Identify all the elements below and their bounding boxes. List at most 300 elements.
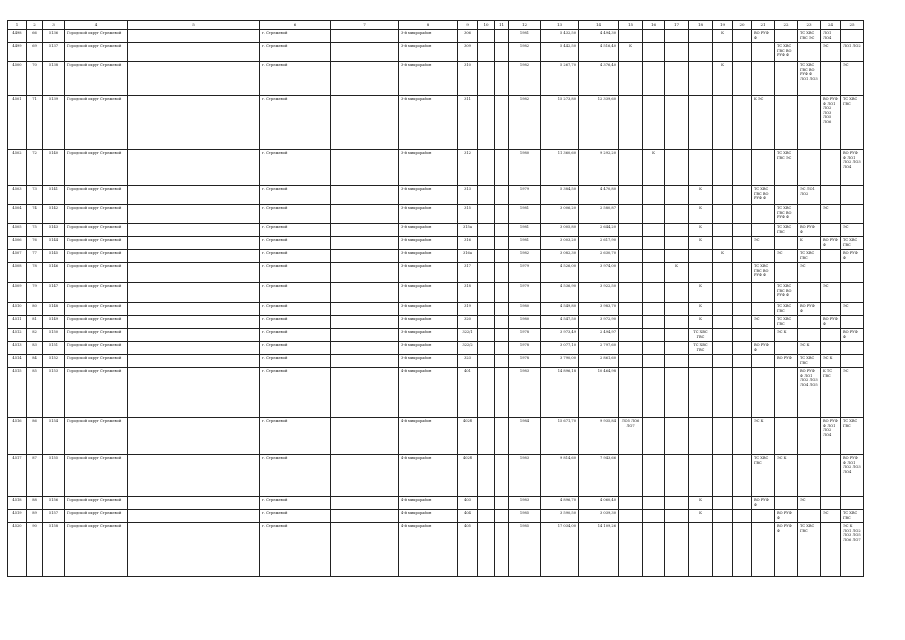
cell-col-20 [733,418,752,455]
cell-col-24: ЭС [821,205,841,224]
cell-col-7 [331,150,399,186]
cell-col-16 [643,523,665,577]
cell-col-4: Городской округ Стрежевой [65,224,128,237]
cell-col-5 [128,368,260,418]
cell-col-8: 4-й микрорайон [399,368,458,418]
cell-col-23: ТС ХВС ГВС [798,250,821,263]
cell-col-8: 3-й микрорайон [399,62,458,96]
cell-col-22: ТС ХВС ГВС [775,316,798,329]
cell-col-6: г. Стрежевой [260,62,331,96]
cell-col-8: 3-й микрорайон [399,150,458,186]
cell-col-12: 1981 [509,205,541,224]
table-row [8,418,864,455]
cell-col-17 [665,30,689,43]
cell-col-13: 3 973,49 [541,329,579,342]
cell-col-25: ЭС [841,368,864,418]
cell-col-16 [643,355,665,368]
cell-col-20 [733,150,752,186]
cell-col-22: ТС ХВС ГВС ВО РУФ Ф [775,43,798,62]
cell-col-4: Городской округ Стрежевой [65,342,128,355]
cell-col-11 [495,224,509,237]
cell-col-7 [331,455,399,497]
column-number-2: 2 [27,21,43,30]
cell-col-1: 4503 [8,186,27,205]
cell-col-12: 1982 [509,250,541,263]
cell-col-1: 4516 [8,418,27,455]
cell-col-9: 317 [458,263,478,283]
cell-col-4: Городской округ Стрежевой [65,418,128,455]
cell-col-23: ТС ХВС ГВС ВО РУФ Ф ЛО1 ЛО3 [798,62,821,96]
cell-col-8: 3-й микрорайон [399,263,458,283]
cell-col-2: 69 [27,43,43,62]
cell-col-17: К [665,263,689,283]
cell-col-10 [478,497,495,510]
table-row [8,30,864,43]
cell-col-1: 4499 [8,43,27,62]
cell-col-6: г. Стрежевой [260,510,331,523]
cell-col-16 [643,283,665,303]
cell-col-4: Городской округ Стрежевой [65,355,128,368]
cell-col-5 [128,523,260,577]
cell-col-24 [821,224,841,237]
cell-col-11 [495,263,509,283]
cell-col-18: К [689,316,713,329]
cell-col-1: 4502 [8,150,27,186]
cell-col-23 [798,283,821,303]
column-number-11: 11 [495,21,509,30]
cell-col-16 [643,237,665,250]
cell-col-2: 80 [27,303,43,316]
cell-col-1: 4507 [8,250,27,263]
cell-col-12: 1982 [509,43,541,62]
cell-col-24: ЭС [821,43,841,62]
cell-col-18 [689,250,713,263]
cell-col-3: 5158 [43,523,65,577]
cell-col-24: ЭС [821,510,841,523]
cell-col-9: 313 [458,186,478,205]
cell-col-20 [733,283,752,303]
cell-col-16 [643,342,665,355]
cell-col-3: 5147 [43,283,65,303]
cell-col-7 [331,368,399,418]
cell-col-8: 3-й микрорайон [399,329,458,342]
cell-col-8: 3-й микрорайон [399,303,458,316]
table-row [8,510,864,523]
cell-col-12: 1979 [509,186,541,205]
cell-col-1: 4508 [8,263,27,283]
cell-col-23: ЭС [798,497,821,510]
cell-col-13: 4 547,50 [541,316,579,329]
cell-col-17 [665,455,689,497]
cell-col-11 [495,342,509,355]
cell-col-3: 5157 [43,510,65,523]
cell-col-5 [128,62,260,96]
cell-col-23: ВО РУФ Ф [798,303,821,316]
cell-col-13: 3 790,00 [541,355,579,368]
cell-col-10 [478,455,495,497]
cell-col-17 [665,523,689,577]
cell-col-18 [689,263,713,283]
cell-col-5 [128,43,260,62]
cell-col-23: ТС ХВС ГВС ЭС [798,30,821,43]
cell-col-18 [689,62,713,96]
cell-col-19 [713,303,733,316]
cell-col-25 [841,263,864,283]
table-row [8,497,864,510]
cell-col-10 [478,224,495,237]
cell-col-20 [733,368,752,418]
cell-col-19 [713,263,733,283]
cell-col-19 [713,510,733,523]
cell-col-12: 1981 [509,30,541,43]
cell-col-24: К ТС ГВС [821,368,841,418]
cell-col-22 [775,186,798,205]
cell-col-13: 3 005,80 [541,224,579,237]
cell-col-19 [713,455,733,497]
cell-col-21 [752,205,775,224]
cell-col-6: г. Стрежевой [260,205,331,224]
cell-col-4: Городской округ Стрежевой [65,510,128,523]
cell-col-24: ВО РУФ Ф [821,316,841,329]
cell-col-21 [752,43,775,62]
cell-col-7 [331,250,399,263]
cell-col-4: Городской округ Стрежевой [65,329,128,342]
cell-col-1: 4515 [8,368,27,418]
cell-col-22 [775,96,798,150]
cell-col-13: 5 442,50 [541,43,579,62]
cell-col-7 [331,30,399,43]
cell-col-24: ВО РУФ Ф ЛО1 ЛО2 ЛО3 ЛО5 ЛО6 [821,96,841,150]
cell-col-9: 312 [458,150,478,186]
table-row [8,342,864,355]
cell-col-14: 9 292,20 [579,150,619,186]
cell-col-9: 310 [458,62,478,96]
cell-col-3: 5149 [43,316,65,329]
cell-col-3: 5146 [43,263,65,283]
cell-col-11 [495,186,509,205]
cell-col-17 [665,303,689,316]
cell-col-20 [733,355,752,368]
cell-col-2: 86 [27,418,43,455]
cell-col-9: 315а [458,224,478,237]
cell-col-5 [128,186,260,205]
cell-col-4: Городской округ Стрежевой [65,186,128,205]
cell-col-20 [733,205,752,224]
cell-col-25: ВО РУФ Ф [841,329,864,342]
cell-col-5 [128,455,260,497]
cell-col-23: ВО РУФ Ф ЛО1 ЛО2 ЛО3 ЛО4 ЛО5 [798,368,821,418]
cell-col-23 [798,150,821,186]
column-number-23: 23 [798,21,821,30]
cell-col-12: 1981 [509,237,541,250]
table-row [8,250,864,263]
cell-col-18: К [689,205,713,224]
cell-col-15 [619,263,643,283]
cell-col-2: 89 [27,510,43,523]
cell-col-22 [775,30,798,43]
cell-col-22: ТС ХВС ГВС [775,303,798,316]
cell-col-20 [733,250,752,263]
register-table [7,20,864,577]
cell-col-6: г. Стрежевой [260,43,331,62]
cell-col-25: ЭС [841,303,864,316]
cell-col-16 [643,43,665,62]
cell-col-10 [478,237,495,250]
cell-col-11 [495,283,509,303]
cell-col-12: 1979 [509,263,541,283]
cell-col-20 [733,43,752,62]
table-row [8,455,864,497]
cell-col-1: 4519 [8,510,27,523]
cell-col-16 [643,303,665,316]
cell-col-24 [821,263,841,283]
cell-col-19 [713,316,733,329]
cell-col-19: К [713,30,733,43]
cell-col-14: 3 983,70 [579,303,619,316]
cell-col-2: 75 [27,224,43,237]
cell-col-12: 1978 [509,355,541,368]
table-row [8,96,864,150]
cell-col-8: 4-й микрорайон [399,497,458,510]
cell-col-4: Городской округ Стрежевой [65,150,128,186]
cell-col-2: 79 [27,283,43,303]
cell-col-18 [689,150,713,186]
cell-col-25 [841,30,864,43]
cell-col-5 [128,237,260,250]
column-number-17: 17 [665,21,689,30]
cell-col-2: 82 [27,329,43,342]
cell-col-9: 404 [458,510,478,523]
cell-col-16: К [643,150,665,186]
cell-col-6: г. Стрежевой [260,342,331,355]
cell-col-16 [643,62,665,96]
cell-col-19 [713,283,733,303]
cell-col-24: ВО РУФ Ф [821,237,841,250]
cell-col-18: К [689,283,713,303]
cell-col-13: 3 077,10 [541,342,579,355]
cell-col-4: Городской округ Стрежевой [65,523,128,577]
cell-col-25 [841,355,864,368]
cell-col-24: ЛО1 ЛО4 [821,30,841,43]
cell-col-21: ЭС [752,237,775,250]
cell-col-3: 5153 [43,368,65,418]
cell-col-17 [665,186,689,205]
cell-col-13: 5 267,70 [541,62,579,96]
cell-col-7 [331,224,399,237]
cell-col-21: ВО РУФ Ф [752,342,775,355]
cell-col-22 [775,263,798,283]
cell-col-5 [128,250,260,263]
cell-col-5 [128,497,260,510]
cell-col-11 [495,510,509,523]
cell-col-1: 4500 [8,62,27,96]
cell-col-25: ТС ХВС ГВС [841,418,864,455]
cell-col-14: 4 494,30 [579,30,619,43]
cell-col-21: ТС ХВС ГВС ВО РУФ Ф [752,186,775,205]
cell-col-22: ЭС К [775,455,798,497]
cell-col-2: 83 [27,342,43,355]
cell-col-5 [128,150,260,186]
cell-col-21 [752,303,775,316]
cell-col-19: К [713,250,733,263]
cell-col-10 [478,283,495,303]
cell-col-10 [478,62,495,96]
cell-col-11 [495,30,509,43]
cell-col-20 [733,497,752,510]
cell-col-7 [331,205,399,224]
cell-col-3: 5150 [43,329,65,342]
cell-col-24 [821,186,841,205]
table-row [8,150,864,186]
cell-col-8: 3-й микрорайон [399,283,458,303]
cell-col-4: Городской округ Стрежевой [65,263,128,283]
cell-col-14: 3 922,50 [579,283,619,303]
cell-col-7 [331,329,399,342]
cell-col-12: 1980 [509,316,541,329]
cell-col-1: 4509 [8,283,27,303]
cell-col-11 [495,43,509,62]
column-number-14: 14 [579,21,619,30]
cell-col-7 [331,303,399,316]
cell-col-17 [665,368,689,418]
cell-col-13: 17 034,00 [541,523,579,577]
cell-col-9: 322/1 [458,329,478,342]
cell-col-17 [665,316,689,329]
cell-col-6: г. Стрежевой [260,30,331,43]
cell-col-15 [619,205,643,224]
cell-col-21: ЭС К [752,418,775,455]
column-number-3: 3 [43,21,65,30]
cell-col-8: 3-й микрорайон [399,316,458,329]
cell-col-5 [128,263,260,283]
cell-col-5 [128,96,260,150]
cell-col-6: г. Стрежевой [260,186,331,205]
cell-col-17 [665,224,689,237]
cell-col-10 [478,30,495,43]
cell-col-12: 1985 [509,510,541,523]
cell-col-3: 5155 [43,455,65,497]
cell-col-22: ЭС [775,250,798,263]
cell-col-16 [643,186,665,205]
cell-col-22 [775,342,798,355]
cell-col-15 [619,96,643,150]
cell-col-17 [665,250,689,263]
cell-col-5 [128,224,260,237]
table-row [8,186,864,205]
table-row [8,43,864,62]
cell-col-2: 84 [27,355,43,368]
cell-col-22 [775,62,798,96]
cell-col-10 [478,355,495,368]
cell-col-19 [713,329,733,342]
cell-col-21: ВО РУФ Ф [752,497,775,510]
cell-col-25: ЭС [841,224,864,237]
cell-col-15 [619,510,643,523]
cell-col-6: г. Стрежевой [260,355,331,368]
cell-col-2: 73 [27,186,43,205]
cell-col-15 [619,342,643,355]
cell-col-9: 309 [458,43,478,62]
cell-col-14: 2 861,60 [579,355,619,368]
column-number-24: 24 [821,21,841,30]
cell-col-18: ТС ХВС ГВС [689,342,713,355]
cell-col-6: г. Стрежевой [260,368,331,418]
table-row [8,224,864,237]
cell-col-14: 4 470,80 [579,186,619,205]
cell-col-13: 9 814,60 [541,455,579,497]
column-number-16: 16 [643,21,665,30]
cell-col-24 [821,303,841,316]
cell-col-12: 1978 [509,329,541,342]
cell-col-25 [841,316,864,329]
cell-col-4: Городской округ Стрежевой [65,43,128,62]
cell-col-18: К [689,237,713,250]
cell-col-2: 87 [27,455,43,497]
cell-col-24 [821,497,841,510]
cell-col-5 [128,510,260,523]
cell-col-24 [821,342,841,355]
cell-col-11 [495,329,509,342]
cell-col-16 [643,30,665,43]
cell-col-10 [478,150,495,186]
cell-col-23 [798,510,821,523]
column-number-21: 21 [752,21,775,30]
cell-col-17 [665,96,689,150]
cell-col-19 [713,43,733,62]
column-number-row [8,21,864,30]
cell-col-13: 4 896,70 [541,497,579,510]
column-number-20: 20 [733,21,752,30]
cell-col-9: 401 [458,368,478,418]
cell-col-2: 85 [27,368,43,418]
cell-col-24 [821,523,841,577]
cell-col-12: 1984 [509,418,541,455]
table-row [8,62,864,96]
cell-col-14: 2 630,70 [579,250,619,263]
cell-col-23: ТС ХВС ГВС [798,523,821,577]
cell-col-2: 77 [27,250,43,263]
cell-col-15 [619,224,643,237]
cell-col-14: 14 109,26 [579,523,619,577]
cell-col-9: 403 [458,497,478,510]
cell-col-5 [128,329,260,342]
cell-col-21 [752,250,775,263]
cell-col-23 [798,329,821,342]
cell-col-3: 5138 [43,62,65,96]
cell-col-22: ТС ХВС ГВС ВО РУФ Ф [775,205,798,224]
cell-col-14: 4 376,40 [579,62,619,96]
cell-col-15: К [619,43,643,62]
cell-col-19 [713,355,733,368]
cell-col-21 [752,283,775,303]
column-number-8: 8 [399,21,458,30]
cell-col-8: 3-й микрорайон [399,30,458,43]
table-row [8,329,864,342]
cell-col-1: 4513 [8,342,27,355]
cell-col-13: 3 082,30 [541,250,579,263]
column-number-18: 18 [689,21,713,30]
cell-col-3: 5137 [43,43,65,62]
cell-col-7 [331,342,399,355]
cell-col-25: ВО РУФ Ф ЛО1 ЛО2 ЛО3 ЛО4 [841,150,864,186]
cell-col-4: Городской округ Стрежевой [65,455,128,497]
cell-col-22: ТС ХВС ГВС [775,224,798,237]
cell-col-20 [733,523,752,577]
cell-col-11 [495,237,509,250]
cell-col-6: г. Стрежевой [260,418,331,455]
cell-col-14: 2 494,97 [579,329,619,342]
cell-col-3: 5151 [43,342,65,355]
